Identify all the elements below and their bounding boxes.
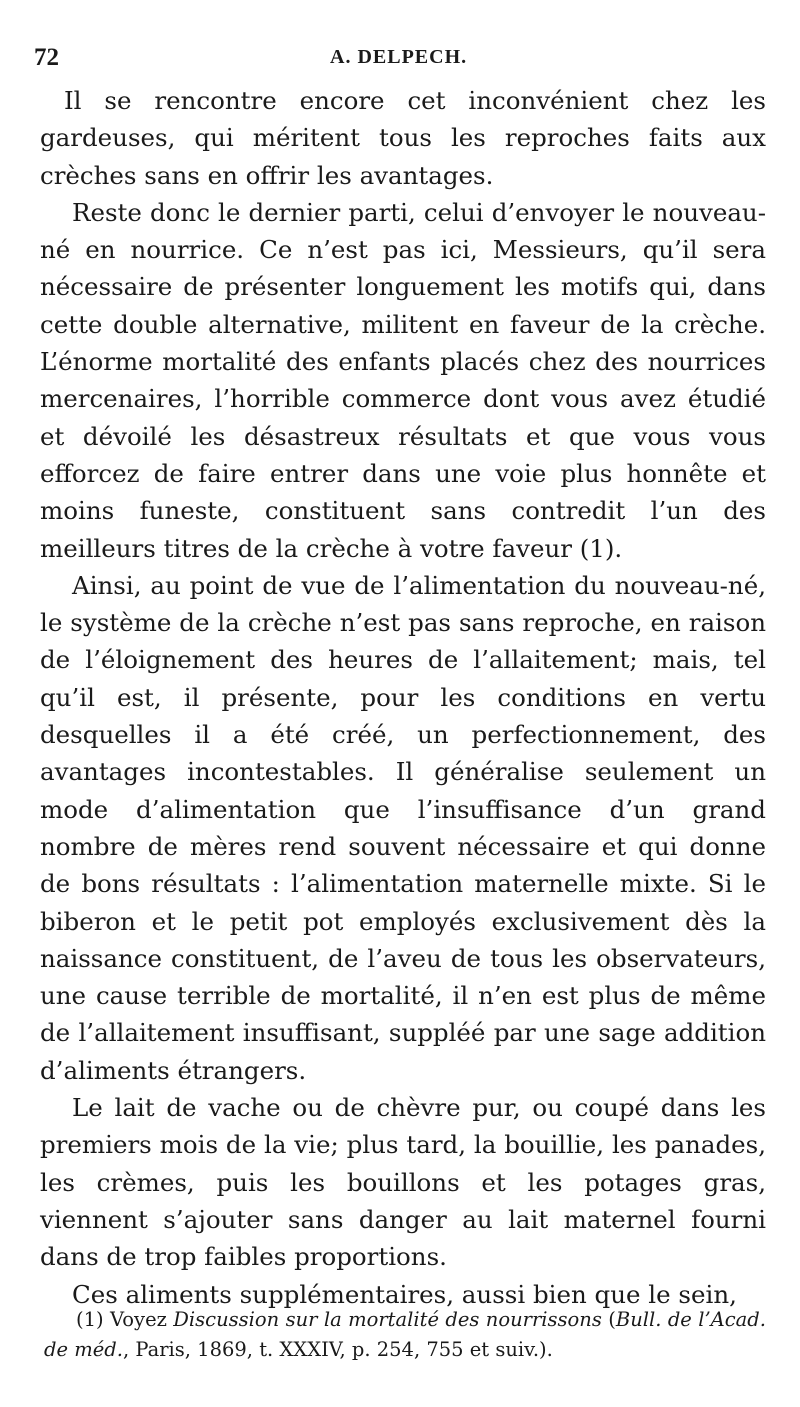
running-head: A. DELPECH. (330, 46, 468, 68)
paragraph: Reste donc le dernier parti, celui d’envoyer le nouveau-né en nourrice. Ce n’est pas ici, Messieurs, qu’il sera nécessaire de présenter longuement les motifs qui, dans cette double alternative, militent en faveur de la crèche. L’énorme mortalité des enfants placés chez des nourrices mercenaires, l’horrible commerce dont vous avez étudié et dévoilé les désastreux résultats et que vous vous efforcez de faire entrer dans une voie plus honnête et moins funeste, constituent sans contredit l’un des meilleurs titres de la crèche à votre faveur (1). (40, 197, 766, 563)
page-header (34, 44, 774, 74)
body-text (40, 82, 766, 1313)
footnote (44, 1305, 766, 1365)
paragraph: Ces aliments supplémentaires, aussi bien que le sein, (72, 1279, 737, 1309)
paragraph: Le lait de vache ou de chèvre pur, ou coupé dans les premiers mois de la vie; plus tard, la bouillie, les panades, les crèmes, puis les bouillons et les potages gras, viennent s’ajouter sans danger au lait maternel fourni dans de trop faibles proportions. (40, 1093, 766, 1272)
paragraph: Ainsi, au point de vue de l’alimentation du nouveau-né, le système de la crèche n’est pas sans reproche, en raison de l’éloignement des heures de l’allaitement; mais, tel qu’il est, il présente, pour les conditions en vertu desquelles il a été créé, un perfectionnement, des avantages incontestables. Il généralise seulement un mode d’alimentation que l’insuffisance d’un grand nombre de mères rend souvent nécessaire et qui donne de bons résultats : l’alimentation maternelle mixte. Si le biberon et le petit pot employés exclusivement dès la naissance constituent, de l’aveu de tous les observateurs, une cause terrible de mortalité, il n’en est plus de même de l’allaitement insuffisant, suppléé par une sage addition d’aliments étrangers. (40, 570, 766, 1085)
footnote-journal: Bull. de l’Acad. de méd. (44, 1308, 766, 1361)
footnote-marker: (1) Voyez (76, 1308, 174, 1331)
page-number: 72 (34, 44, 59, 71)
footnote-paren: ( (601, 1308, 616, 1331)
footnote-citation: , Paris, 1869, t. XXXIV, p. 254, 755 et suiv.). (122, 1338, 553, 1361)
paragraph: Il se rencontre encore cet inconvénient chez les gardeuses, qui méritent tous les reproches faits aux crèches sans en offrir les avantages. (40, 86, 766, 190)
footnote-title: Discussion sur la mortalité des nourrissons (173, 1308, 602, 1331)
